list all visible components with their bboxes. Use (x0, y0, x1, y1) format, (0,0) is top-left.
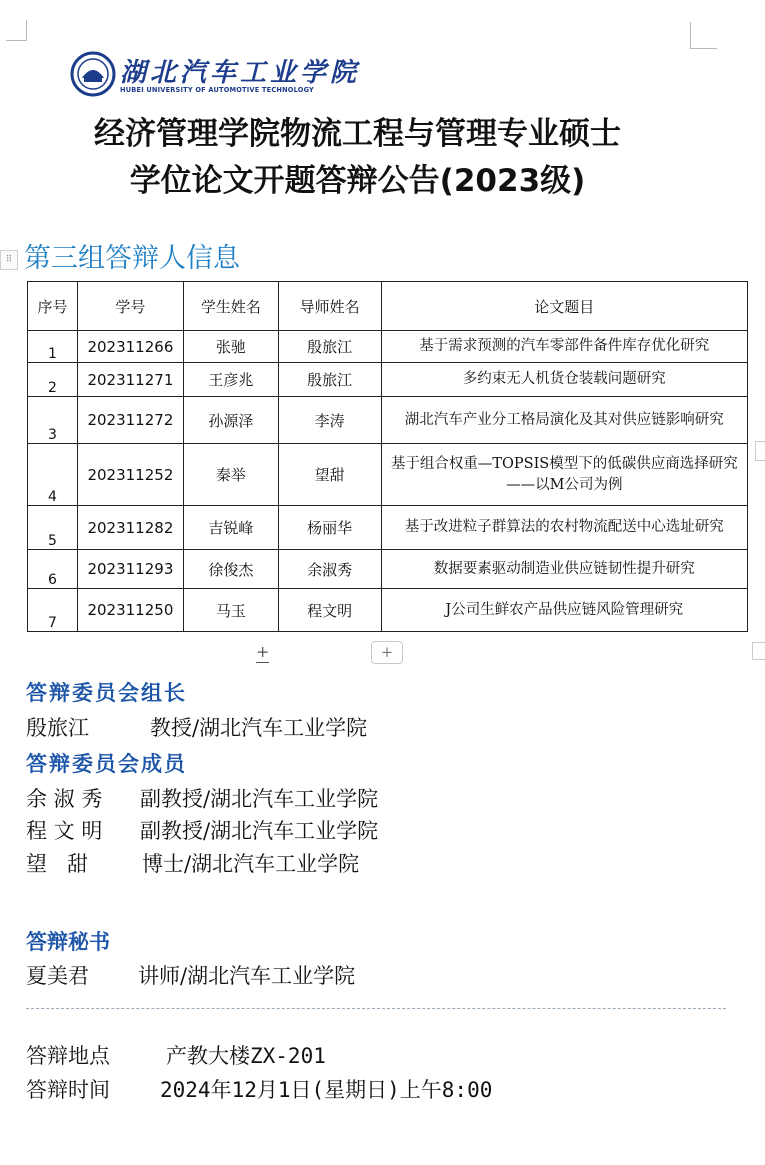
member-role: 副教授/湖北汽车工业学院 (140, 819, 379, 843)
secretary-heading: 答辩秘书 (26, 929, 110, 954)
cell-id: 202311266 (77, 331, 183, 363)
member-name: 望 甜 (26, 852, 89, 876)
committee-member-line (26, 815, 378, 845)
table-row (28, 444, 748, 506)
cell-thesis-title: 基于组合权重—TOPSIS模型下的低碳供应商选择研究——以M公司为例 (381, 444, 747, 506)
table-row (28, 331, 748, 363)
cell-student: 徐俊杰 (183, 550, 278, 589)
page-title-line1: 经济管理学院物流工程与管理专业硕士 (94, 116, 621, 152)
table-row (28, 363, 748, 397)
cell-seq: 3 (28, 397, 78, 444)
committee-members-heading: 答辩委员会成员 (26, 751, 187, 776)
cell-advisor: 余淑秀 (278, 550, 381, 589)
cell-id: 202311282 (77, 506, 183, 550)
committee-leader-heading: 答辩委员会组长 (26, 680, 187, 705)
leader-name: 殷旅江 (26, 716, 89, 740)
insert-column-icon[interactable]: + (256, 642, 270, 661)
cell-thesis-title: 基于需求预测的汽车零部件备件库存优化研究 (381, 331, 747, 363)
venue-time-line (26, 1074, 492, 1104)
table-row (28, 397, 748, 444)
venue-place-line (26, 1040, 326, 1070)
table-row (28, 589, 748, 632)
cell-advisor: 程文明 (278, 589, 381, 632)
cell-id: 202311252 (77, 444, 183, 506)
header-student: 学生姓名 (183, 282, 278, 331)
cell-student: 王彦兆 (183, 363, 278, 397)
cell-advisor: 李涛 (278, 397, 381, 444)
cell-thesis-title: 多约束无人机货仓装载问题研究 (381, 363, 747, 397)
secretary-role: 讲师/湖北汽车工业学院 (138, 964, 356, 988)
logo-english-name: HUBEI UNIVERSITY OF AUTOMOTIVE TECHNOLOGY (120, 86, 315, 94)
cell-thesis-title: 数据要素驱动制造业供应链韧性提升研究 (381, 550, 747, 589)
cell-seq: 5 (28, 506, 78, 550)
cell-thesis-title: 湖北汽车产业分工格局演化及其对供应链影响研究 (381, 397, 747, 444)
cell-student: 孙源泽 (183, 397, 278, 444)
secretary-line (26, 960, 355, 990)
defense-table (27, 281, 748, 632)
crop-mark-top-right (690, 22, 717, 49)
cell-thesis-title: J公司生鲜农产品供应链风险管理研究 (381, 589, 747, 632)
cell-id: 202311272 (77, 397, 183, 444)
table-row (28, 506, 748, 550)
table-row (28, 550, 748, 589)
cell-id: 202311293 (77, 550, 183, 589)
cell-id: 202311250 (77, 589, 183, 632)
cell-student: 张驰 (183, 331, 278, 363)
committee-member-line (26, 848, 359, 878)
secretary-name: 夏美君 (26, 964, 89, 988)
cell-student: 吉锐峰 (183, 506, 278, 550)
cell-seq: 6 (28, 550, 78, 589)
crop-mark-top-left (6, 20, 27, 41)
member-name: 余 淑 秀 (26, 787, 103, 811)
cell-id: 202311271 (77, 363, 183, 397)
table-move-handle-icon[interactable]: ⠿ (0, 250, 18, 270)
committee-member-line (26, 783, 378, 813)
section-title: 第三组答辩人信息 (24, 243, 240, 274)
add-row-button[interactable]: + (371, 641, 403, 664)
university-emblem-icon (70, 48, 116, 100)
place-label: 答辩地点 (26, 1044, 110, 1068)
cell-advisor: 杨丽华 (278, 506, 381, 550)
time-value: 2024年12月1日(星期日)上午8:00 (160, 1078, 493, 1102)
time-label: 答辩时间 (26, 1078, 110, 1102)
cell-seq: 1 (28, 331, 78, 363)
table-header-row (28, 282, 748, 331)
leader-role: 教授/湖北汽车工业学院 (150, 716, 368, 740)
cell-seq: 7 (28, 589, 78, 632)
cell-seq: 2 (28, 363, 78, 397)
university-logo (70, 46, 361, 102)
cell-advisor: 殷旅江 (278, 331, 381, 363)
member-name: 程 文 明 (26, 819, 103, 843)
resize-handle-icon[interactable] (752, 642, 765, 660)
member-role: 副教授/湖北汽车工业学院 (140, 787, 379, 811)
member-role: 博士/湖北汽车工业学院 (142, 852, 360, 876)
header-advisor: 导师姓名 (278, 282, 381, 331)
committee-leader-line (26, 712, 367, 742)
divider (26, 1008, 726, 1009)
cell-advisor: 殷旅江 (278, 363, 381, 397)
header-id: 学号 (77, 282, 183, 331)
place-value: 产教大楼ZX-201 (166, 1044, 326, 1068)
side-handle-icon[interactable] (755, 441, 765, 461)
header-seq: 序号 (28, 282, 78, 331)
cell-student: 马玉 (183, 589, 278, 632)
cell-thesis-title: 基于改进粒子群算法的农村物流配送中心选址研究 (381, 506, 747, 550)
page-title-line2: 学位论文开题答辩公告(2023级) (129, 163, 586, 199)
cell-seq: 4 (28, 444, 78, 506)
header-title: 论文题目 (381, 282, 747, 331)
logo-chinese-name: 湖北汽车工业学院 (120, 58, 361, 88)
cell-student: 秦举 (183, 444, 278, 506)
cell-advisor: 望甜 (278, 444, 381, 506)
